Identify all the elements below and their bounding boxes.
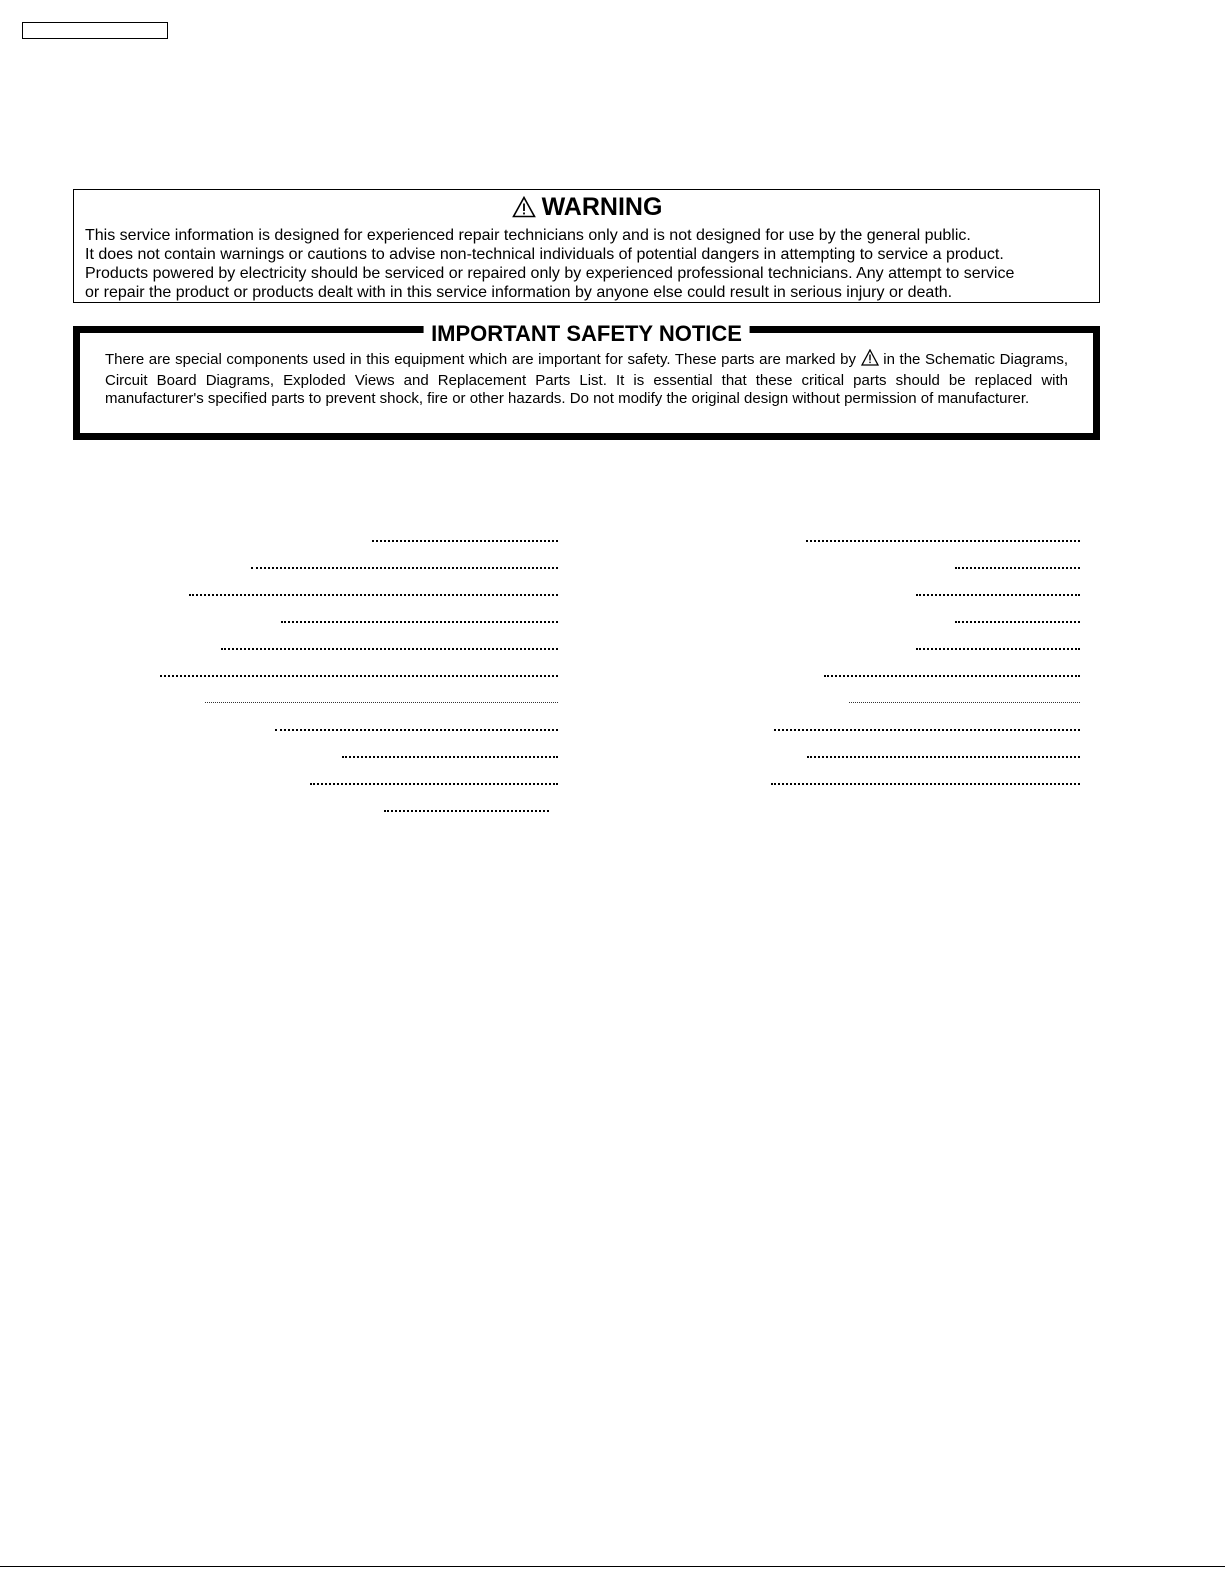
warning-heading (85, 193, 1089, 224)
toc-leader-left-4 (281, 621, 558, 623)
page-bottom-rule (0, 1566, 1225, 1567)
toc-leader-left-8 (275, 729, 558, 731)
safety-notice-text-part-1: There are special components used in this equipment which are important for safety. These parts are marked by (105, 351, 856, 368)
toc-leader-right-6 (824, 675, 1080, 677)
toc-leader-left-5 (221, 648, 558, 650)
toc-leader-left-11 (384, 810, 549, 812)
warning-title: WARNING (541, 193, 663, 221)
warning-line-4: or repair the product or products dealt with in this service information by anyone else could result in serious injury or death. (85, 284, 953, 301)
toc-leader-left-7 (205, 702, 558, 703)
toc-leader-right-7 (849, 702, 1080, 703)
toc-leader-right-10 (771, 783, 1080, 785)
warning-box (73, 189, 1100, 303)
toc-leader-left-6 (160, 675, 558, 677)
warning-triangle-icon (512, 196, 536, 224)
toc-leader-right-2 (955, 567, 1080, 569)
toc-leader-right-5 (916, 648, 1080, 650)
toc-leader-left-9 (342, 756, 558, 758)
toc-leader-left-3 (189, 594, 558, 596)
warning-line-2: It does not contain warnings or cautions to advise non-technical individuals of potential dangers in attempting to service a product. (85, 246, 1004, 263)
model-number-box (22, 22, 168, 39)
safety-notice-text-part-2: in the Schematic Diagrams, Circuit Board Diagrams, Exploded Views and Replacement Parts List. It is essential that these critical parts should be replaced with manufacturer's specified parts to prevent shock, fire or other hazards. Do not modify the original design without permission of manufacturer. (105, 351, 1069, 407)
warning-line-1: This service information is designed for experienced repair technicians only and is not designed for use by the general public. (85, 227, 971, 244)
warning-triangle-icon (861, 349, 879, 372)
toc-leader-left-1 (372, 540, 558, 542)
safety-notice-text (105, 349, 1068, 409)
toc-leader-right-9 (807, 756, 1080, 758)
safety-notice-box (73, 321, 1100, 440)
toc-leader-right-3 (916, 594, 1080, 596)
safety-notice-title: IMPORTANT SAFETY NOTICE (423, 322, 750, 346)
toc-leader-right-8 (774, 729, 1080, 731)
toc-leader-right-4 (955, 621, 1080, 623)
toc-leader-right-1 (806, 540, 1080, 542)
warning-line-3: Products powered by electricity should be serviced or repaired only by experienced professional technicians. Any attempt to service (85, 265, 1015, 282)
toc-leader-left-2 (251, 567, 558, 569)
toc-leader-left-10 (310, 783, 558, 785)
